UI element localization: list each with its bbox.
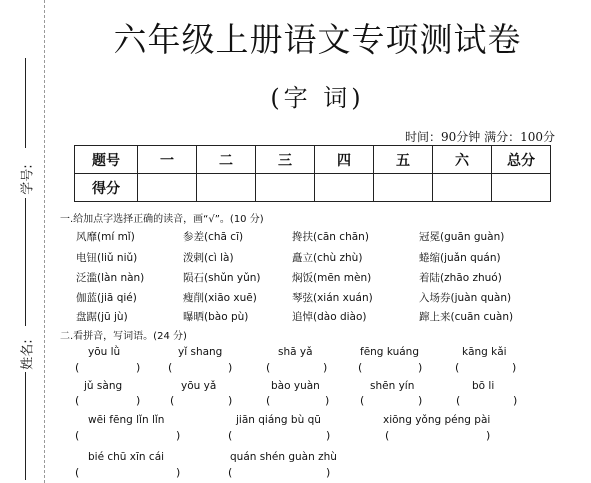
pronunciation-item[interactable]: 盘踞(jū jù) (76, 311, 128, 323)
section1-title: 一.给加点字选择正确的读音，画“√”。(10 分) (60, 214, 264, 225)
answer-open-paren: ( (360, 394, 365, 407)
pronunciation-item[interactable]: 伽蓝(jiā qié) (76, 292, 137, 304)
answer-open-paren: ( (170, 394, 175, 407)
pronunciation-item[interactable]: 矗立(chù zhù) (292, 252, 363, 264)
pronunciation-item[interactable]: 参差(chā cī) (183, 231, 244, 243)
answer-close-paren: ) (326, 466, 331, 479)
answer-open-paren: ( (385, 429, 390, 442)
page-title: 六年级上册语文专项测试卷 (113, 20, 522, 59)
answer-close-paren: ) (136, 361, 141, 374)
column-header: 四 (315, 146, 374, 174)
pinyin-prompt: quán shén guàn zhù (230, 451, 337, 463)
pronunciation-item[interactable]: 泼剌(cì là) (183, 252, 234, 264)
answer-open-paren: ( (228, 429, 233, 442)
pinyin-prompt: bié chū xīn cái (88, 451, 165, 463)
question-number-label: 题号 (75, 146, 138, 174)
pinyin-prompt: shā yǎ (278, 346, 313, 358)
column-header: 总分 (492, 146, 551, 174)
pronunciation-item[interactable]: 搀扶(cān chān) (292, 231, 369, 243)
answer-close-paren: ) (418, 361, 423, 374)
score-cell[interactable] (374, 174, 433, 202)
pronunciation-item[interactable]: 焖饭(mēn mèn) (292, 272, 372, 284)
answer-close-paren: ) (136, 394, 141, 407)
answer-close-paren: ) (418, 394, 423, 407)
pinyin-prompt: yōu yǎ (181, 380, 217, 392)
student-id-label: 学号: (20, 164, 36, 195)
answer-open-paren: ( (266, 394, 271, 407)
answer-close-paren: ) (326, 429, 331, 442)
margin-line-top (25, 58, 26, 148)
answer-close-paren: ) (513, 394, 518, 407)
score-table-score-row (75, 174, 551, 202)
column-header: 三 (256, 146, 315, 174)
pronunciation-item[interactable]: 入场券(juàn quàn) (419, 292, 512, 304)
score-cell[interactable] (315, 174, 374, 202)
binding-dashed-line (44, 0, 45, 483)
pronunciation-item[interactable]: 曝晒(bào pù) (183, 311, 249, 323)
score-cell[interactable] (256, 174, 315, 202)
pinyin-prompt: shēn yín (370, 380, 415, 392)
answer-open-paren: ( (75, 394, 80, 407)
pronunciation-item[interactable]: 着陆(zhāo zhuó) (419, 272, 502, 284)
pronunciation-item[interactable]: 电钮(liǔ niǔ) (76, 252, 138, 264)
pinyin-prompt: jiān qiáng bù qū (236, 414, 321, 426)
pronunciation-item[interactable]: 瘦削(xiāo xuē) (183, 292, 257, 304)
answer-open-paren: ( (75, 429, 80, 442)
pinyin-prompt: kāng kǎi (462, 346, 507, 358)
pronunciation-item[interactable]: 追悼(dào diào) (292, 311, 367, 323)
answer-close-paren: ) (176, 429, 181, 442)
binding-margin (0, 0, 46, 483)
column-header: 一 (138, 146, 197, 174)
answer-close-paren: ) (323, 361, 328, 374)
answer-close-paren: ) (228, 394, 233, 407)
score-table-header-row (75, 146, 551, 174)
column-header: 二 (197, 146, 256, 174)
pronunciation-item[interactable]: 冠冕(guān guàn) (419, 231, 505, 243)
answer-close-paren: ) (486, 429, 491, 442)
answer-open-paren: ( (228, 466, 233, 479)
answer-open-paren: ( (266, 361, 271, 374)
pinyin-prompt: jǔ sàng (84, 380, 123, 392)
page-subtitle: (字 词) (270, 84, 365, 112)
pronunciation-item[interactable]: 琴弦(xián xuán) (292, 292, 373, 304)
pronunciation-item[interactable]: 泛滥(làn nàn) (76, 272, 145, 284)
pronunciation-item[interactable]: 陨石(shǔn yǔn) (183, 272, 261, 284)
answer-open-paren: ( (75, 466, 80, 479)
margin-line-bottom (25, 372, 26, 480)
margin-line-middle (25, 198, 26, 326)
section2-title: 二.看拼音，写词语。(24 分) (60, 331, 187, 342)
pinyin-prompt: bō li (472, 380, 495, 392)
pronunciation-item[interactable]: 风靡(mí mǐ) (76, 231, 135, 243)
pronunciation-item[interactable]: 蜷缩(juǎn quán) (419, 252, 501, 264)
pinyin-prompt: wēi fēng lǐn lǐn (88, 414, 165, 426)
answer-open-paren: ( (456, 394, 461, 407)
answer-close-paren: ) (325, 394, 330, 407)
answer-open-paren: ( (358, 361, 363, 374)
pinyin-prompt: bào yuàn (271, 380, 320, 392)
score-cell[interactable] (197, 174, 256, 202)
column-header: 五 (374, 146, 433, 174)
score-table (74, 145, 551, 202)
answer-close-paren: ) (512, 361, 517, 374)
score-label: 得分 (75, 174, 138, 202)
pinyin-prompt: xiōng yǒng péng pài (383, 414, 491, 426)
name-label: 姓名: (20, 339, 36, 370)
score-cell[interactable] (138, 174, 197, 202)
score-cell[interactable] (492, 174, 551, 202)
pinyin-prompt: yǐ shang (178, 346, 223, 358)
answer-open-paren: ( (168, 361, 173, 374)
column-header: 六 (433, 146, 492, 174)
time-info: 时间：90分钟 满分：100分 (405, 130, 555, 144)
pronunciation-item[interactable]: 蹿上来(cuān cuàn) (419, 311, 514, 323)
answer-open-paren: ( (455, 361, 460, 374)
pinyin-prompt: fēng kuáng (360, 346, 419, 358)
pinyin-prompt: yōu lǜ (88, 346, 121, 358)
answer-close-paren: ) (228, 361, 233, 374)
score-cell[interactable] (433, 174, 492, 202)
answer-open-paren: ( (75, 361, 80, 374)
answer-close-paren: ) (176, 466, 181, 479)
